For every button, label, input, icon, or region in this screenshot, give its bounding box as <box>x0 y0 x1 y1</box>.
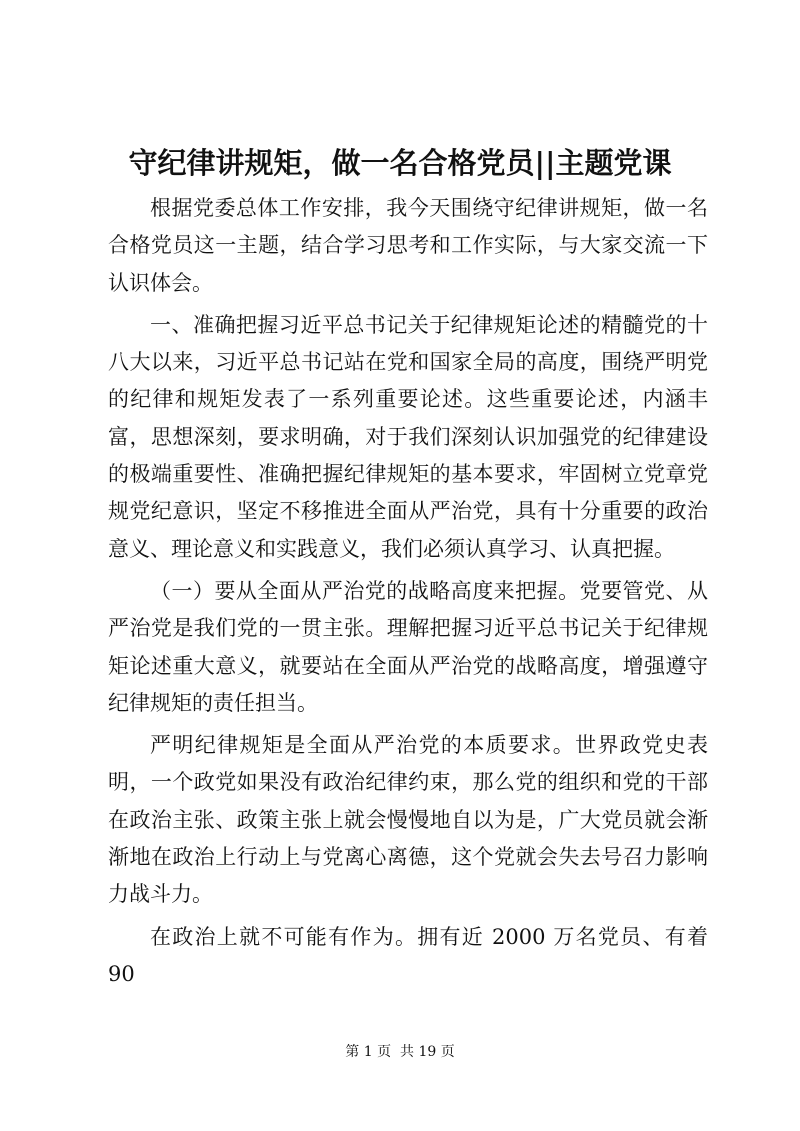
paragraph-subsection-one: （一）要从全面从严治党的战略高度来把握。党要管党、从严治党是我们党的一贯主张。理解把握习近平总书记关于纪律规矩论述重大意义，就要站在全面从严治党的战略高度，增强遵守纪律规矩的责任担当。 <box>108 578 708 715</box>
paragraph-section-one: 一、准确把握习近平总书记关于纪律规矩论述的精髓党的十八大以来，习近平总书记站在党和国家全局的高度，围绕严明党的纪律和规矩发表了一系列重要论述。这些重要论述，内涵丰富，思想深刻，要求明确，对于我们深刻认识加强党的纪律建设的极端重要性、准确把握纪律规矩的基本要求，牢固树立党章党规党纪意识，坚定不移推进全面从严治党，具有十分重要的政治意义、理论意义和实践意义，我们必须认真学习、认真把握。 <box>108 312 708 561</box>
page-footer: 第 1 页 共 19 页 <box>345 1044 455 1060</box>
document-title: 守纪律讲规矩，做一名合格党员||主题党课 <box>128 146 672 180</box>
paragraph-politics: 在政治上就不可能有作为。拥有近 2000 万名党员、有着 90 <box>108 924 708 986</box>
paragraph-intro: 根据党委总体工作安排，我今天围绕守纪律讲规矩，做一名合格党员这一主题，结合学习思考和工作实际，与大家交流一下认识体会。 <box>108 196 708 295</box>
paragraph-discipline: 严明纪律规矩是全面从严治党的本质要求。世界政党史表明，一个政党如果没有政治纪律约束，那么党的组织和党的干部在政治主张、政策主张上就会慢慢地自以为是，广大党员就会渐渐地在政治上行动上与党离心离德，这个党就会失去号召力影响力战斗力。 <box>108 733 708 907</box>
document-body <box>108 190 708 998</box>
